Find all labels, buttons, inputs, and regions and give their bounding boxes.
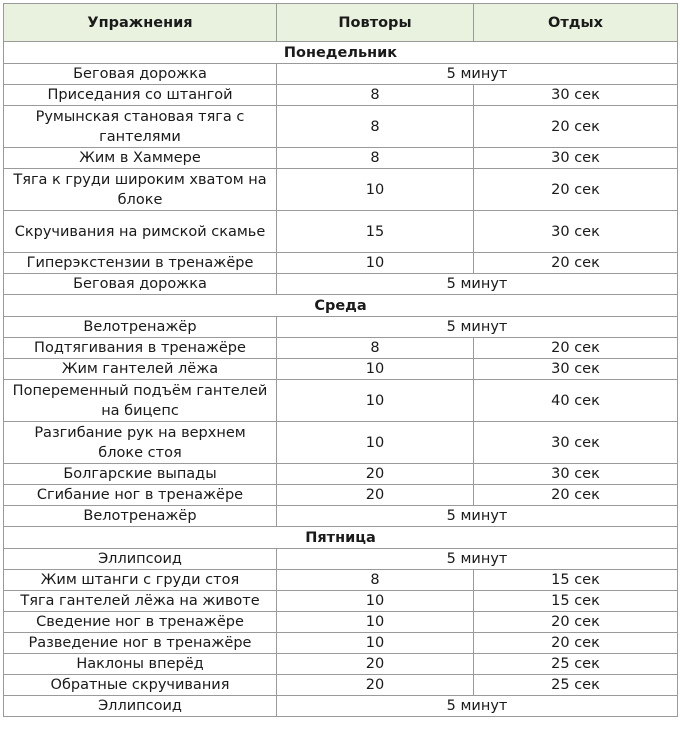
reps-cell: 10 — [277, 612, 474, 633]
reps-cell: 8 — [277, 570, 474, 591]
table-row — [4, 696, 678, 717]
table-row — [4, 422, 678, 464]
reps-cell: 10 — [277, 422, 474, 464]
reps-cell: 8 — [277, 106, 474, 148]
day-label: Пятница — [4, 527, 678, 549]
exercise-cell: Наклоны вперёд — [4, 654, 277, 675]
exercise-cell: Румынская становая тяга с гантелями — [4, 106, 277, 148]
table-row — [4, 380, 678, 422]
exercise-cell: Эллипсоид — [4, 549, 277, 570]
table-row — [4, 485, 678, 506]
reps-cell: 15 — [277, 211, 474, 253]
rest-cell: 20 сек — [474, 106, 678, 148]
day-row — [4, 42, 678, 64]
exercise-cell: Жим гантелей лёжа — [4, 359, 277, 380]
table-row — [4, 338, 678, 359]
reps-cell: 10 — [277, 253, 474, 274]
rest-cell: 20 сек — [474, 485, 678, 506]
table-row — [4, 64, 678, 85]
rest-cell: 30 сек — [474, 85, 678, 106]
exercise-cell: Гиперэкстензии в тренажёре — [4, 253, 277, 274]
exercise-cell: Подтягивания в тренажёре — [4, 338, 277, 359]
rest-cell: 30 сек — [474, 422, 678, 464]
reps-cell: 20 — [277, 675, 474, 696]
workout-table — [3, 3, 678, 717]
exercise-cell: Эллипсоид — [4, 696, 277, 717]
exercise-cell: Разведение ног в тренажёре — [4, 633, 277, 654]
rest-cell: 20 сек — [474, 169, 678, 211]
rest-cell: 25 сек — [474, 675, 678, 696]
reps-cell: 8 — [277, 85, 474, 106]
rest-cell: 20 сек — [474, 612, 678, 633]
table-row — [4, 359, 678, 380]
table-row — [4, 274, 678, 295]
exercise-cell: Велотренажёр — [4, 506, 277, 527]
reps-cell: 10 — [277, 380, 474, 422]
table-row — [4, 106, 678, 148]
rest-cell: 20 сек — [474, 253, 678, 274]
day-row — [4, 295, 678, 317]
table-row — [4, 591, 678, 612]
rest-cell: 30 сек — [474, 211, 678, 253]
duration-cell: 5 минут — [277, 274, 678, 295]
table-row — [4, 675, 678, 696]
duration-cell: 5 минут — [277, 549, 678, 570]
reps-cell: 20 — [277, 485, 474, 506]
table-row — [4, 85, 678, 106]
rest-cell: 20 сек — [474, 633, 678, 654]
table-row — [4, 506, 678, 527]
exercise-cell: Тяга к груди широким хватом на блоке — [4, 169, 277, 211]
table-row — [4, 570, 678, 591]
exercise-cell: Тяга гантелей лёжа на животе — [4, 591, 277, 612]
duration-cell: 5 минут — [277, 506, 678, 527]
exercise-cell: Сгибание ног в тренажёре — [4, 485, 277, 506]
exercise-cell: Разгибание рук на верхнем блоке стоя — [4, 422, 277, 464]
table-row — [4, 211, 678, 253]
header-reps: Повторы — [277, 4, 474, 42]
duration-cell: 5 минут — [277, 64, 678, 85]
exercise-cell: Попеременный подъём гантелей на бицепс — [4, 380, 277, 422]
duration-cell: 5 минут — [277, 696, 678, 717]
exercise-cell: Жим в Хаммере — [4, 148, 277, 169]
exercise-cell: Приседания со штангой — [4, 85, 277, 106]
exercise-cell: Жим штанги с груди стоя — [4, 570, 277, 591]
reps-cell: 10 — [277, 591, 474, 612]
reps-cell: 10 — [277, 169, 474, 211]
day-label: Понедельник — [4, 42, 678, 64]
table-body — [4, 42, 678, 717]
day-row — [4, 527, 678, 549]
table-row — [4, 612, 678, 633]
rest-cell: 25 сек — [474, 654, 678, 675]
reps-cell: 10 — [277, 633, 474, 654]
reps-cell: 20 — [277, 654, 474, 675]
exercise-cell: Сведение ног в тренажёре — [4, 612, 277, 633]
exercise-cell: Скручивания на римской скамье — [4, 211, 277, 253]
rest-cell: 40 сек — [474, 380, 678, 422]
rest-cell: 30 сек — [474, 464, 678, 485]
table-row — [4, 654, 678, 675]
reps-cell: 20 — [277, 464, 474, 485]
day-label: Среда — [4, 295, 678, 317]
rest-cell: 30 сек — [474, 359, 678, 380]
table-row — [4, 148, 678, 169]
table-row — [4, 169, 678, 211]
table-row — [4, 633, 678, 654]
header-exercise: Упражнения — [4, 4, 277, 42]
rest-cell: 20 сек — [474, 338, 678, 359]
rest-cell: 15 сек — [474, 591, 678, 612]
reps-cell: 8 — [277, 338, 474, 359]
exercise-cell: Беговая дорожка — [4, 64, 277, 85]
reps-cell: 10 — [277, 359, 474, 380]
table-row — [4, 549, 678, 570]
rest-cell: 15 сек — [474, 570, 678, 591]
exercise-cell: Болгарские выпады — [4, 464, 277, 485]
exercise-cell: Велотренажёр — [4, 317, 277, 338]
header-row — [4, 4, 678, 42]
exercise-cell: Обратные скручивания — [4, 675, 277, 696]
header-rest: Отдых — [474, 4, 678, 42]
reps-cell: 8 — [277, 148, 474, 169]
duration-cell: 5 минут — [277, 317, 678, 338]
table-row — [4, 317, 678, 338]
exercise-cell: Беговая дорожка — [4, 274, 277, 295]
table-row — [4, 253, 678, 274]
table-row — [4, 464, 678, 485]
rest-cell: 30 сек — [474, 148, 678, 169]
